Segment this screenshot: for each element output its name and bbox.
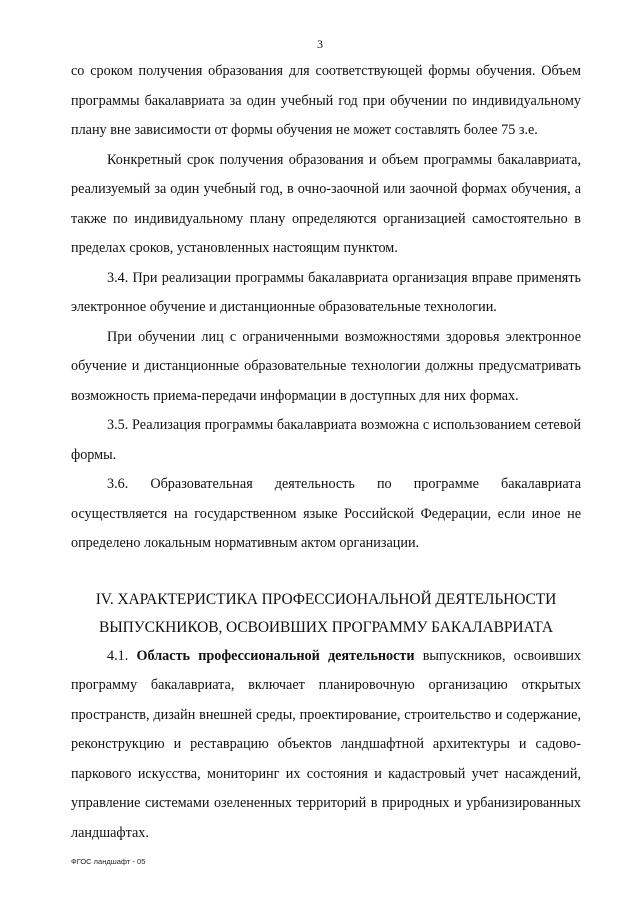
document-body bbox=[71, 57, 581, 848]
paragraph-term-continuation: со сроком получения образования для соответствующей формы обучения. Объем программы бакалавриата за один учебный год при обучении по индивидуальному плану вне зависимости от формы обучения не может составлять более 75 з.е. bbox=[71, 63, 581, 138]
paragraph-term-specific: Конкретный срок получения образования и объем программы бакалавриата, реализуемый за один учебный год, в очно-заочной или заочной формах обучения, а также по индивидуальному плану определяются организацией самостоятельно в пределах сроков, установленных настоящим пунктом. bbox=[71, 151, 581, 256]
paragraph-disabilities: При обучении лиц с ограниченными возможностями здоровья электронное обучение и дистанционные образовательные технологии должны предусматривать возможность приема-передачи информации в доступных для них формах. bbox=[71, 328, 581, 404]
clause-number: 4.1. bbox=[107, 647, 129, 664]
section-heading-line-1: IV. ХАРАКТЕРИСТИКА ПРОФЕССИОНАЛЬНОЙ ДЕЯТЕЛЬНОСТИ bbox=[95, 590, 557, 608]
clause-bold-term: Область профессиональной деятельности bbox=[136, 647, 415, 664]
page-number: 3 bbox=[317, 37, 323, 51]
paragraph-4-1 bbox=[71, 642, 581, 849]
paragraph-3-6: 3.6. Образовательная деятельность по программе бакалавриата осуществляется на государственном языке Российской Федерации, если иное не определено локальным нормативным актом организации. bbox=[71, 476, 581, 551]
clause-text: выпускников, освоивших программу бакалавриата, включает планировочную организацию открытых пространств, дизайн внешней среды, проектирование, строительство и содержание, реконструкцию и реставрацию объектов ландшафтной архитектуры и садово-паркового искусства, мониторинг их состояния и кадастровый учет насаждений, управление системами озелененных территорий в природных и урбанизированных ландшафтах. bbox=[71, 647, 581, 841]
footer-label: ФГОС ландшафт - 05 bbox=[71, 857, 146, 866]
section-heading bbox=[71, 586, 581, 642]
paragraph-3-5: 3.5. Реализация программы бакалавриата возможна с использованием сетевой формы. bbox=[71, 417, 581, 463]
section-heading-line-2: ВЫПУСКНИКОВ, ОСВОИВШИХ ПРОГРАММУ БАКАЛАВРИАТА bbox=[99, 618, 553, 636]
paragraph-3-4: 3.4. При реализации программы бакалавриата организация вправе применять электронное обучение и дистанционные образовательные технологии. bbox=[71, 269, 581, 315]
